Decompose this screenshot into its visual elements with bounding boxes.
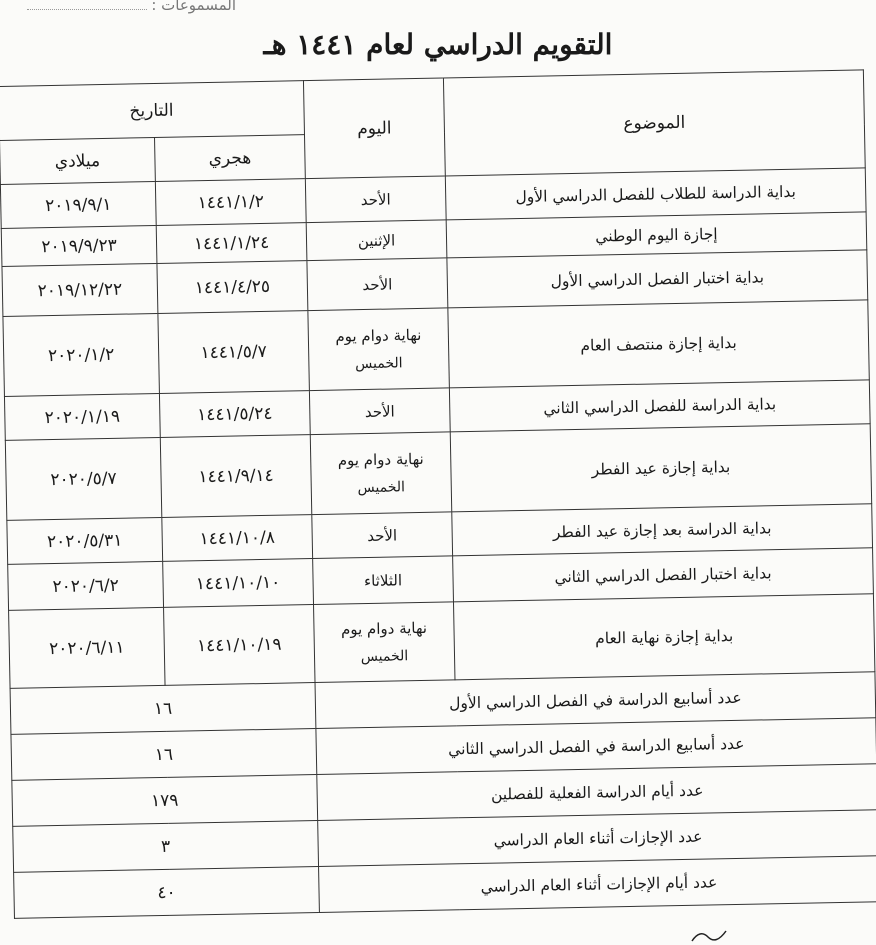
summary-label: عدد أيام الدراسة الفعلية للفصلين <box>317 764 876 821</box>
top-label: المسموعات : <box>27 0 236 14</box>
row-gregorian: ٢٠٢٠/١/١٩ <box>4 393 160 440</box>
header-gregorian: ميلادي <box>0 138 155 185</box>
row-gregorian: ٢٠٢٠/٦/١١ <box>9 607 165 688</box>
row-topic: بداية اختبار الفصل الدراسي الثاني <box>453 548 874 602</box>
row-hijri: ١٤٤١/١/٢٤ <box>156 223 307 264</box>
row-gregorian: ٢٠١٩/٩/١ <box>0 181 156 228</box>
row-gregorian: ٢٠٢٠/٥/٣١ <box>7 517 163 564</box>
row-day: الأحد <box>305 176 446 223</box>
row-topic: بداية إجازة منتصف العام <box>448 300 869 388</box>
row-hijri: ١٤٤١/١٠/٨ <box>162 515 313 562</box>
summary-value: ١٧٩ <box>12 775 318 827</box>
row-topic: بداية الدراسة للفصل الدراسي الثاني <box>449 380 870 432</box>
row-day: الأحد <box>309 388 450 435</box>
summary-value: ٣ <box>13 820 319 872</box>
row-gregorian: ٢٠٢٠/٦/٢ <box>8 561 164 610</box>
row-day: الأحد <box>307 258 448 311</box>
row-hijri: ١٤٤١/١٠/١٩ <box>164 605 315 686</box>
summary-label: عدد الإجازات أثناء العام الدراسي <box>318 810 876 867</box>
row-day: نهاية دوام يوم الخميس <box>310 432 452 515</box>
summary-label: عدد أسابيع الدراسة في الفصل الدراسي الثاني <box>316 718 876 775</box>
row-topic: إجازة اليوم الوطني <box>446 212 867 258</box>
row-gregorian: ٢٠١٩/١٢/٢٢ <box>2 263 158 316</box>
row-hijri: ١٤٤١/٤/٢٥ <box>157 261 308 314</box>
row-gregorian: ٢٠٢٠/١/٢ <box>3 313 160 396</box>
row-topic: بداية اختبار الفصل الدراسي الأول <box>447 250 868 308</box>
row-topic: بداية إجازة نهاية العام <box>453 594 874 680</box>
summary-value: ١٦ <box>11 729 317 781</box>
row-day: الإثنين <box>306 220 447 261</box>
row-hijri: ١٤٤١/١/٢ <box>155 179 306 226</box>
row-gregorian: ٢٠٢٠/٥/٧ <box>5 437 162 520</box>
header-hijri: هجري <box>155 135 306 182</box>
row-topic: بداية الدراسة بعد إجازة عيد الفطر <box>452 504 873 556</box>
row-topic: بداية الدراسة للطلاب للفصل الدراسي الأول <box>445 168 866 220</box>
row-day: الثلاثاء <box>313 556 454 605</box>
row-hijri: ١٤٤١/٩/١٤ <box>160 435 312 518</box>
page-title: التقويم الدراسي لعام ١٤٤١ هـ <box>263 28 613 61</box>
summary-value: ٤٠ <box>14 866 320 918</box>
signature-mark <box>690 925 730 945</box>
calendar-sheet <box>0 69 876 918</box>
summary-label: عدد أيام الإجازات أثناء العام الدراسي <box>319 856 876 913</box>
row-hijri: ١٤٤١/١٠/١٠ <box>163 559 314 608</box>
header-date: التاريخ <box>0 81 304 141</box>
row-gregorian: ٢٠١٩/٩/٢٣ <box>1 225 157 266</box>
header-topic: الموضوع <box>443 70 865 176</box>
row-day: نهاية دوام يوم الخميس <box>314 602 455 683</box>
row-day: نهاية دوام يوم الخميس <box>308 308 450 391</box>
row-topic: بداية إجازة عيد الفطر <box>450 424 871 512</box>
row-hijri: ١٤٤١/٥/٢٤ <box>159 391 310 438</box>
calendar-table <box>0 69 876 918</box>
header-day: اليوم <box>303 78 445 179</box>
row-day: الأحد <box>312 512 453 559</box>
row-hijri: ١٤٤١/٥/٧ <box>158 311 310 394</box>
summary-label: عدد أسابيع الدراسة في الفصل الدراسي الأول <box>315 672 876 729</box>
summary-value: ١٦ <box>10 683 316 735</box>
